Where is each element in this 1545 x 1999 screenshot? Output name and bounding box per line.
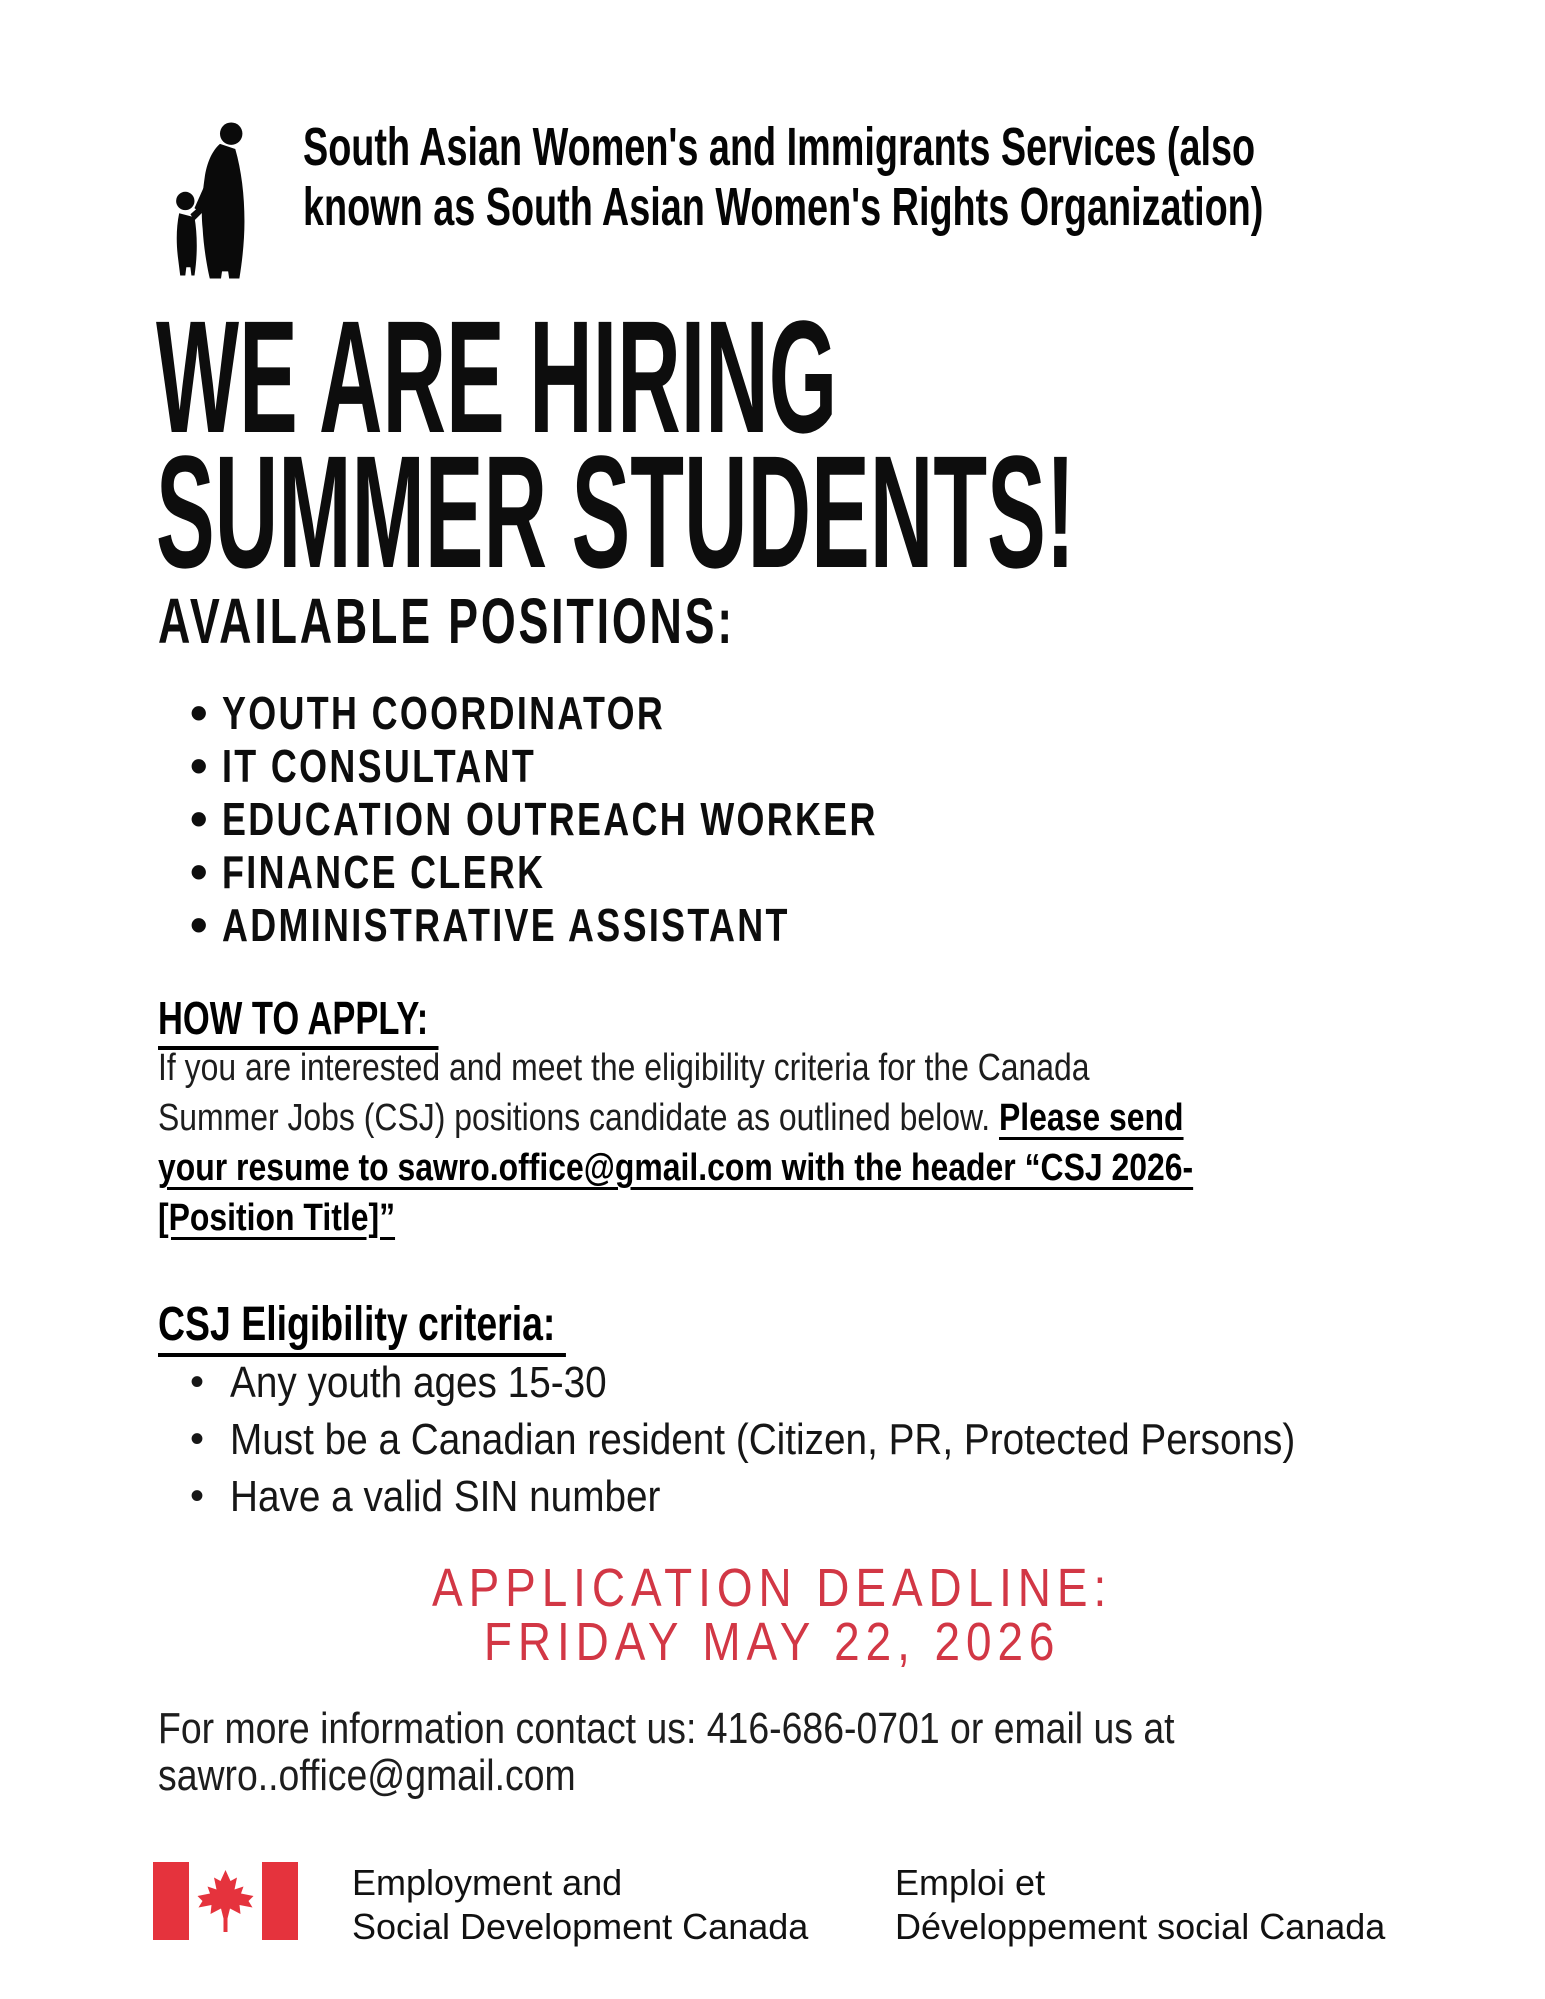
apply-line: If you are interested and meet the eligibility criteria for the Canada [158, 1047, 1090, 1089]
bullet-icon: • [190, 844, 208, 900]
deadline-line-1: APPLICATION DEADLINE: [432, 1558, 1113, 1618]
position-item: • ADMINISTRATIVE ASSISTANT [190, 897, 790, 953]
contact-line-2: sawro..office@gmail.com [158, 1751, 576, 1800]
woman-and-child-silhouette-icon [170, 120, 272, 284]
footer-en-line-2: Social Development Canada [352, 1906, 809, 1947]
contact-line-1: For more information contact us: 416-686-0701 or email us at [158, 1704, 1175, 1753]
position-item: • EDUCATION OUTREACH WORKER [190, 791, 878, 847]
apply-line: [Position Title]” [158, 1197, 396, 1239]
footer-wordmark-fr [895, 1861, 1385, 1949]
eligibility-item: • Must be a Canadian resident (Citizen, PR, Protected Persons) [190, 1411, 1441, 1468]
bullet-icon: • [190, 685, 208, 741]
canada-flag [153, 1862, 298, 1940]
how-to-apply-heading: HOW TO APPLY: [158, 993, 532, 1050]
bullet-icon: • [190, 897, 208, 953]
footer-en-line-1: Employment and [352, 1862, 623, 1903]
eligibility-heading: CSJ Eligibility criteria: [158, 1301, 681, 1357]
eligibility-item: • Have a valid SIN number [190, 1468, 1441, 1525]
position-item: • IT CONSULTANT [190, 738, 537, 794]
eligibility-item: • Any youth ages 15-30 [190, 1354, 1441, 1411]
footer-wordmark-en [352, 1861, 808, 1949]
bullet-icon: • [190, 1417, 205, 1461]
org-name [303, 117, 1545, 237]
headline-line-2: SUMMER STUDENTS! [156, 422, 1076, 601]
bullet-icon: • [190, 1360, 205, 1404]
org-logo [170, 120, 272, 284]
footer-fr-line-2: Développement social Canada [895, 1906, 1386, 1947]
available-positions-heading: AVAILABLE POSITIONS: [158, 585, 736, 657]
bullet-icon: • [190, 738, 208, 794]
main-headline [156, 287, 1545, 601]
deadline-line-2: FRIDAY MAY 22, 2026 [484, 1612, 1061, 1672]
org-name-line-1: South Asian Women's and Immigrants Services (also [303, 117, 1256, 177]
bullet-icon: • [190, 1474, 205, 1518]
how-to-apply-paragraph [158, 1043, 1390, 1243]
apply-line: your resume to sawro.office@gmail.com with the header “CSJ 2026- [158, 1147, 1194, 1189]
apply-line: Summer Jobs (CSJ) positions candidate as outlined below. Please send [158, 1097, 1184, 1139]
positions-list [190, 687, 1063, 952]
bullet-icon: • [190, 791, 208, 847]
org-name-line-2: known as South Asian Women's Rights Organization) [303, 177, 1264, 237]
contact-info [158, 1705, 1354, 1799]
position-item: • YOUTH COORDINATOR [190, 685, 666, 741]
position-item: • FINANCE CLERK [190, 844, 546, 900]
headline-line-1: WE ARE HIRING [156, 287, 838, 466]
application-deadline [0, 1558, 1545, 1672]
canada-flag-icon [153, 1862, 298, 1940]
footer-fr-line-1: Emploi et [895, 1862, 1046, 1903]
eligibility-list [190, 1354, 1441, 1525]
